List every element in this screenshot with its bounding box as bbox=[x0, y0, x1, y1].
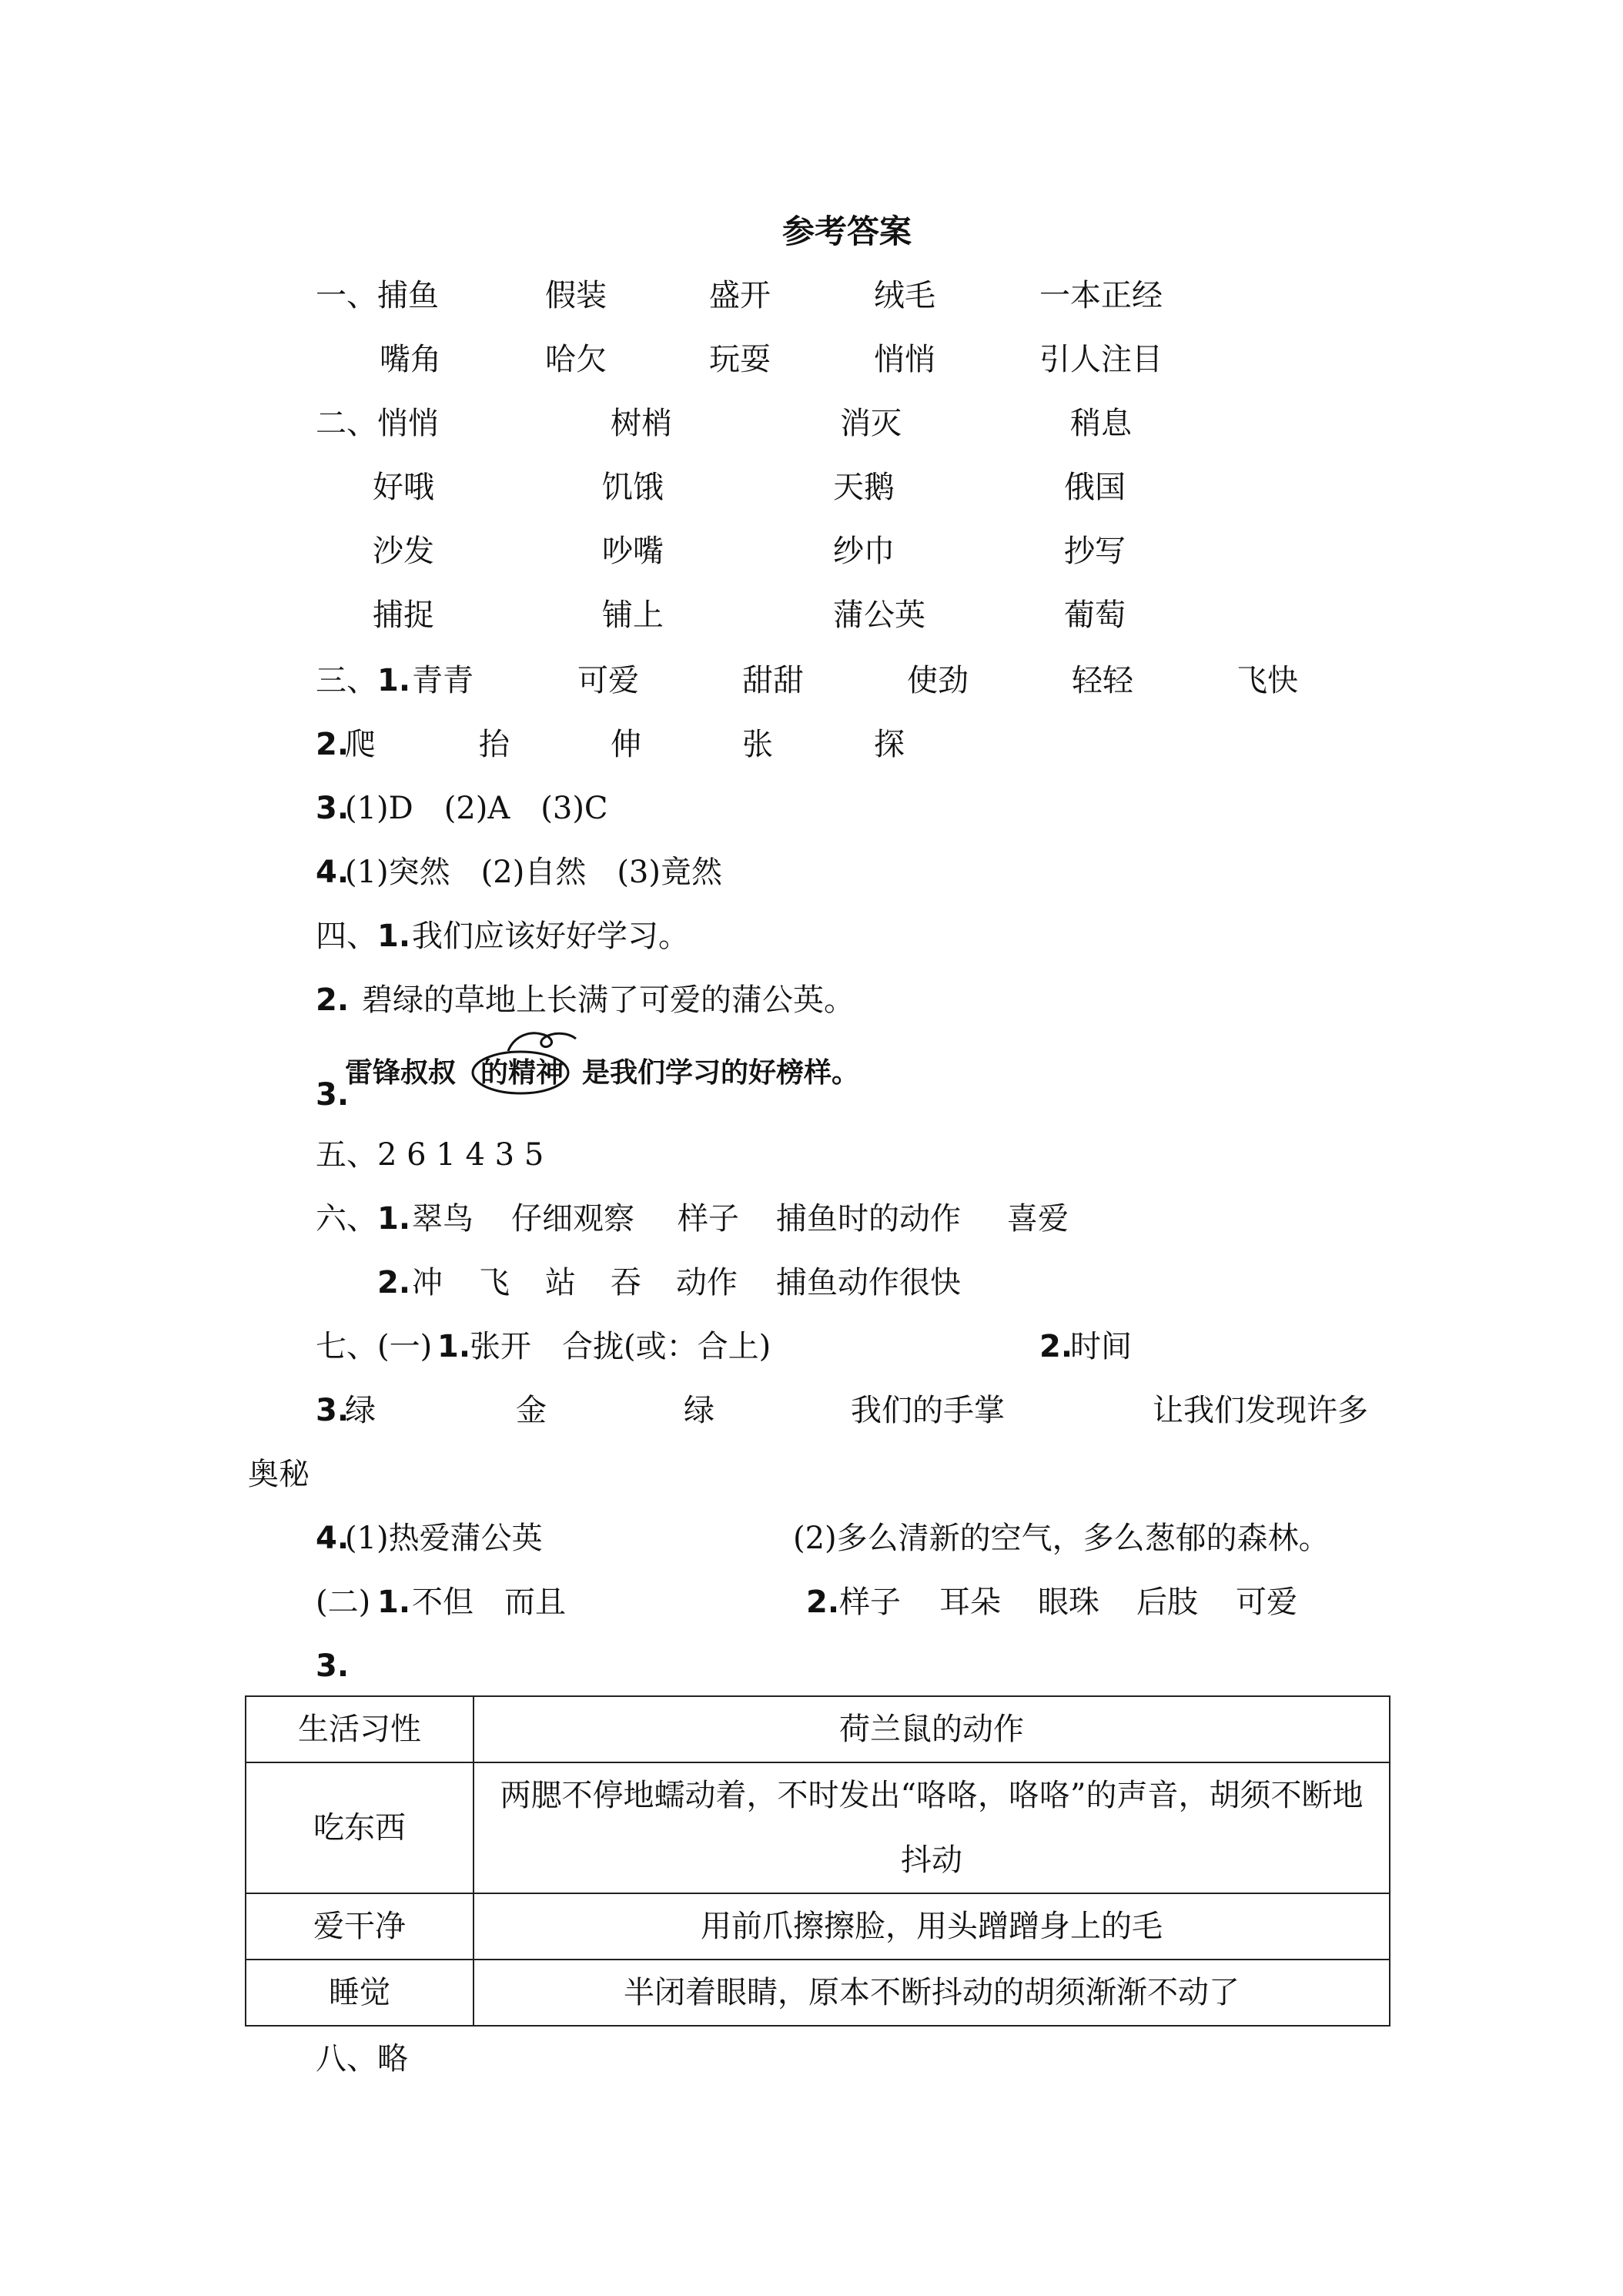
answer-word: 站 bbox=[545, 1265, 576, 1300]
answer-word: 爬 bbox=[345, 727, 376, 762]
answer-word: 纱巾 bbox=[833, 534, 895, 569]
answer-word: 蒲公英 bbox=[833, 597, 925, 633]
answer-word: 张 bbox=[742, 727, 773, 762]
table-header-cell: 生活习性 bbox=[246, 1696, 474, 1762]
answer-word: 吵嘴 bbox=[602, 534, 664, 569]
answer-word: 眼珠 bbox=[1038, 1585, 1099, 1620]
answer-word: 捕捉 bbox=[373, 597, 434, 633]
answer-text: 我们应该好好学习。 bbox=[412, 919, 689, 954]
answer-word: 沙发 bbox=[373, 534, 434, 569]
table-cell: 半闭着眼睛，原本不断抖动的胡须渐渐不动了 bbox=[474, 1960, 1390, 2026]
answer-word: 树梢 bbox=[611, 406, 672, 441]
answer-word: 仔细观察 bbox=[511, 1201, 634, 1237]
answer-word: 捕鱼时的动作 bbox=[776, 1201, 961, 1237]
answer-word: 可爱 bbox=[1236, 1585, 1297, 1620]
section-heading: 四、 bbox=[316, 919, 377, 954]
answer-word: 盛开 bbox=[709, 278, 771, 313]
section-heading: 三、 bbox=[316, 663, 377, 698]
answer-word: 稍息 bbox=[1070, 406, 1132, 441]
section-heading: 六、 bbox=[316, 1201, 377, 1237]
table-cell: 吃东西 bbox=[246, 1762, 474, 1893]
answer-word: 动作 bbox=[676, 1265, 738, 1300]
answer-text: (2)多么清新的空气，多么葱郁的森林。 bbox=[793, 1521, 1330, 1556]
answer-word: 绒毛 bbox=[874, 278, 935, 313]
answer-text: 张开 合拢(或：合上) bbox=[470, 1329, 771, 1364]
section-heading: (二) bbox=[316, 1585, 371, 1620]
answer-text: 不但 而且 bbox=[412, 1585, 566, 1620]
answer-word: 我们的手掌 bbox=[851, 1393, 1005, 1428]
answer-word: 后肢 bbox=[1136, 1585, 1198, 1620]
answer-word: 冲 bbox=[412, 1265, 443, 1300]
table-row bbox=[246, 1960, 1390, 2026]
answer-word: 葡萄 bbox=[1064, 597, 1126, 633]
answer-word: 一、捕鱼 bbox=[316, 278, 439, 313]
question-number: 2. bbox=[806, 1585, 840, 1620]
answer-text: 八、略 bbox=[316, 2041, 408, 2077]
answer-word: 假装 bbox=[545, 278, 607, 313]
question-number: 2. bbox=[316, 982, 350, 1018]
question-number: 1. bbox=[377, 663, 411, 698]
answer-word: 捕鱼动作很快 bbox=[776, 1265, 961, 1300]
answer-text: 五、2 6 1 4 3 5 bbox=[316, 1137, 544, 1173]
answer-word: 消灭 bbox=[840, 406, 902, 441]
answer-word: 好哦 bbox=[373, 470, 434, 505]
table-row bbox=[246, 1893, 1390, 1960]
habit-table bbox=[245, 1695, 1390, 2027]
circle-mark-icon bbox=[468, 1028, 584, 1097]
question-number: 2. bbox=[316, 727, 350, 762]
answer-word: 玩耍 bbox=[709, 342, 771, 377]
question-number: 2. bbox=[377, 1265, 411, 1300]
answer-word: 耳朵 bbox=[939, 1585, 1001, 1620]
question-number: 3. bbox=[316, 1077, 350, 1113]
answer-text: 碧绿的草地上长满了可爱的蒲公英。 bbox=[362, 982, 855, 1018]
table-header-cell: 荷兰鼠的动作 bbox=[474, 1696, 1390, 1762]
answer-word: 哈欠 bbox=[545, 342, 607, 377]
table-cell: 用前爪擦擦脸，用头蹭蹭身上的毛 bbox=[474, 1893, 1390, 1960]
question-number: 3. bbox=[316, 1393, 350, 1428]
answer-word: 翠鸟 bbox=[412, 1201, 474, 1237]
question-number: 3. bbox=[316, 791, 350, 826]
question-number: 1. bbox=[377, 919, 411, 954]
page-title: 参考答案 bbox=[782, 213, 912, 250]
answer-word: 飞快 bbox=[1236, 663, 1298, 698]
answer-word: 可爱 bbox=[577, 663, 639, 698]
answer-word: 青青 bbox=[412, 663, 474, 698]
answer-word: 甜甜 bbox=[742, 663, 804, 698]
question-number: 3. bbox=[316, 1648, 350, 1684]
answer-word: 抬 bbox=[479, 727, 510, 762]
section-heading: 七、(一) bbox=[316, 1329, 433, 1364]
question-number: 1. bbox=[377, 1201, 411, 1237]
question-number: 2. bbox=[1039, 1329, 1073, 1364]
answer-word: 天鹅 bbox=[833, 470, 895, 505]
answer-text: (1)突然 (2)自然 (3)竟然 bbox=[345, 855, 722, 890]
answer-word: 引人注目 bbox=[1039, 342, 1163, 377]
answer-word: 样子 bbox=[678, 1201, 739, 1237]
answer-word: 一本正经 bbox=[1039, 278, 1163, 313]
question-number: 1. bbox=[437, 1329, 471, 1364]
answer-word: 使劲 bbox=[907, 663, 969, 698]
answer-text: 时间 bbox=[1070, 1329, 1132, 1364]
answer-word: 奥秘 bbox=[248, 1457, 310, 1492]
answer-word: 二、悄悄 bbox=[316, 406, 439, 441]
table-row bbox=[246, 1762, 1390, 1893]
answer-word: 飞 bbox=[479, 1265, 510, 1300]
answer-word: 绿 bbox=[684, 1393, 714, 1428]
answer-word: 绿 bbox=[345, 1393, 376, 1428]
question-number: 4. bbox=[316, 1521, 350, 1556]
table-cell: 两腮不停地蠕动着，不时发出“咯咯，咯咯”的声音，胡须不断地抖动 bbox=[474, 1762, 1390, 1893]
answer-word: 饥饿 bbox=[602, 470, 664, 505]
answer-word: 俄国 bbox=[1064, 470, 1126, 505]
answer-word: 探 bbox=[874, 727, 905, 762]
question-number: 4. bbox=[316, 855, 350, 890]
answer-word: 悄悄 bbox=[874, 342, 935, 377]
answer-text: (1)D (2)A (3)C bbox=[345, 791, 608, 826]
answer-word: 样子 bbox=[839, 1585, 901, 1620]
answer-word: 抄写 bbox=[1064, 534, 1126, 569]
answer-word: 金 bbox=[516, 1393, 547, 1428]
answer-text: (1)热爱蒲公英 bbox=[345, 1521, 543, 1556]
answer-word: 让我们发现许多 bbox=[1153, 1393, 1368, 1428]
answer-word: 吞 bbox=[611, 1265, 641, 1300]
answer-word: 轻轻 bbox=[1072, 663, 1133, 698]
answer-word: 喜爱 bbox=[1007, 1201, 1069, 1237]
answer-word: 铺上 bbox=[602, 597, 664, 633]
table-header-row bbox=[246, 1696, 1390, 1762]
table-cell: 睡觉 bbox=[246, 1960, 474, 2026]
answer-word: 伸 bbox=[611, 727, 641, 762]
answer-text: 雷锋叔叔 bbox=[345, 1057, 457, 1089]
answer-text: 是我们学习的好榜样。 bbox=[582, 1057, 860, 1089]
question-number: 1. bbox=[377, 1585, 411, 1620]
circled-phrase: 的精神 bbox=[480, 1057, 564, 1089]
answer-word: 嘴角 bbox=[380, 342, 441, 377]
table-cell: 爱干净 bbox=[246, 1893, 474, 1960]
